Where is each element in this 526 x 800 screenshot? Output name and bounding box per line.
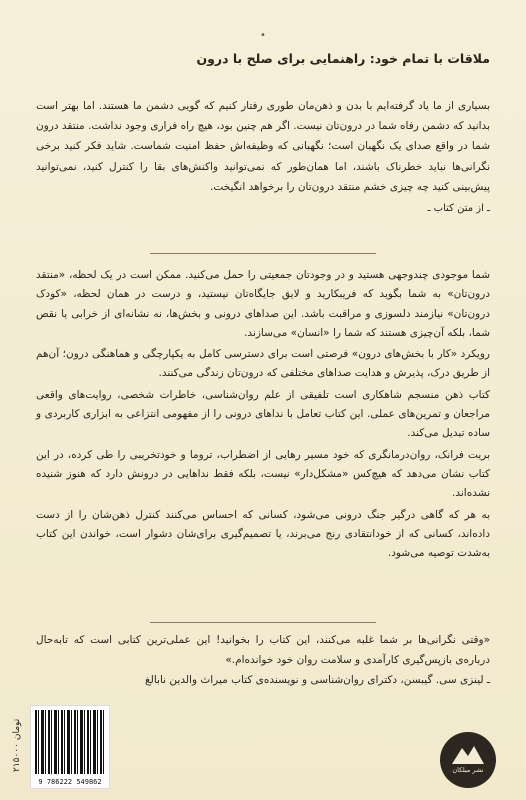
publisher-name: نشر میلکان <box>452 766 484 774</box>
body-paragraph: شما موجودی چندوجهی هستید و در وجودتان جمعیتی را حمل می‌کنید. ممکن است در یک لحظه، «منتقد درون‌تان» به شما بگوید که فریبکارید و لایق جایگاه‌تان نیستید، و درست در همان لحظه، «کودک درون‌تان» نیازمند دلسوزی و مراقبت باشد. این صداهای درونی و بخش‌ها، نه نشانه‌ای از خرابی یا نقص شما، بلکه آن‌چیزی هستند که شما را «انسان» می‌سازند. <box>36 269 490 339</box>
body-paragraph: رویکرد «کار با بخش‌های درون» فرصتی است برای دسترسی کامل به یکپارچگی و هماهنگی درون؛ آن‌هم از طریق درک، پذیرش و هدایت صداهای مختلفی که درون‌تان زندگی می‌کنند. <box>36 348 490 380</box>
excerpt-quote <box>36 96 490 219</box>
quote-text: بسیاری از ما یاد گرفته‌ایم با بدن و ذهن‌مان طوری رفتار کنیم که گویی دشمن ما هستند. اما بهتر است بدانید که دشمن رفاه شما در درون‌تان نیست. اگر هم چنین بود، هیچ راه فراری وجود نداشت. منتقد درون شما در واقع صدای یک نگهبان است؛ نگهبانی که وظیفه‌اش حفظ امنیت شماست. شاید فکر کنید برخی نگرانی‌ها نباید خطرناک باشند، اما همان‌طور که نمی‌توانید واکنش‌های بقا را کنترل کنید، نمی‌توانید پیش‌بینی کنید چه چیزی خشم منتقد درون‌تان را برخواهد انگیخت. <box>36 100 490 193</box>
cover-title: ملاقات با تمام خود: راهنمایی برای صلح با درون <box>196 51 490 66</box>
isbn-barcode <box>30 705 110 789</box>
body-paragraph: بریت فرانک، روان‌درمانگری که خود مسیر رهایی از اضطراب، تروما و خودتخریبی را طی کرده، در این کتاب نشان می‌دهد که هیچ‌کس «مشکل‌دار» نیست، بلکه فقط نداهایی در درونش دارد که هنوز شنیده نشده‌اند. <box>36 448 490 500</box>
body-paragraph: کتاب ذهن منسجم شاهکاری است تلفیقی از علم روان‌شناسی، خاطرات شخصی، روایت‌های واقعی مراجعان و تمرین‌های عملی. این کتاب تعامل با نداهای درونی را از مفهومی انتزاعی به ابزاری کاربردی و ساده تبدیل می‌کند. <box>36 388 490 440</box>
endorsement <box>36 630 490 690</box>
mountain-icon <box>440 732 496 788</box>
price-label: ۲۱۵۰۰۰ تومان <box>12 718 22 772</box>
description-body <box>36 266 490 565</box>
barcode-number: 9 786222 549862 <box>38 778 102 786</box>
publisher-logo <box>440 732 496 788</box>
body-paragraph: به هر که گاهی درگیر جنگ درونی می‌شود، کسانی که احساس می‌کنند کنترل ذهن‌شان را از دست داده‌اند، کسانی که از خودانتقادی رنج می‌برند، یا تصمیم‌گیری برای‌شان دشوار است، خواندن این کتاب به‌شدت توصیه می‌شود. <box>36 508 490 560</box>
top-ornament: • <box>260 30 266 41</box>
divider-bottom <box>150 622 376 623</box>
divider-top <box>150 253 376 254</box>
endorsement-author: ـ لینزی سی. گیبسن، دکترای روان‌شناسی و نویسنده‌ی کتاب میراث والدین نابالغ <box>145 674 490 686</box>
barcode-bars <box>35 710 105 774</box>
quote-source: ـ از متن کتاب ـ <box>427 203 490 215</box>
endorsement-text: «وقتی نگرانی‌ها بر شما غلبه می‌کنند، این کتاب را بخوانید! این عملی‌ترین کتابی است که تابه‌حال درباره‌ی بازپس‌گیری کارآمدی و سلامت روان خود خوانده‌ام.» <box>36 634 490 666</box>
